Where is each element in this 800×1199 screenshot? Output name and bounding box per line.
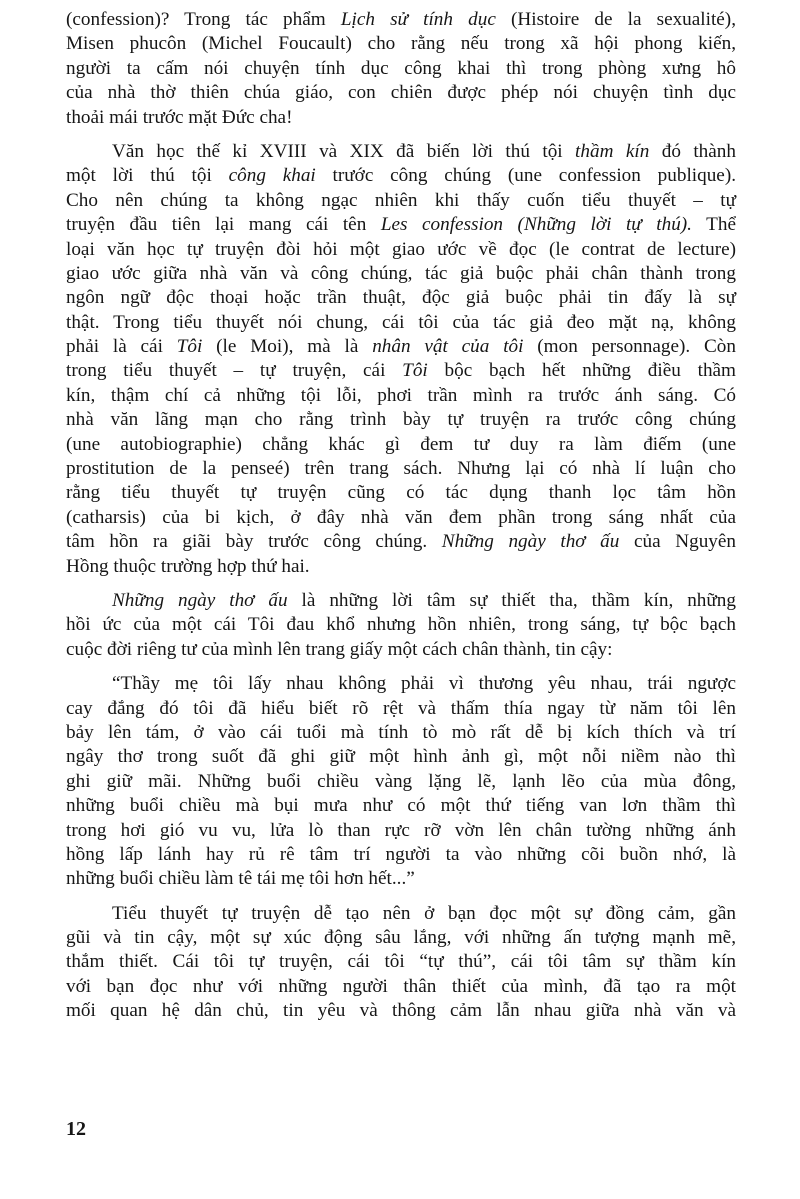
text-line: hồi ức của một cái Tôi đau khổ nhưng hồn nhiên, trong sáng, tự bộc bạch	[66, 614, 736, 636]
text-line: cuộc đời riêng tư của mình lên trang giấy một cách chân thành, tin cậy:	[66, 638, 613, 660]
text-line: thắm thiết. Cái tôi tự truyện, cái tôi “tự thú”, cái tôi tâm sự thầm kín	[66, 951, 736, 973]
text-line: prostitution de la penseé) trên trang sách. Nhưng lại có nhà lí luận cho	[66, 458, 736, 480]
text-line: truyện đầu tiên lại mang cái tên Les confession (Những lời tự thú). Thể	[66, 214, 736, 236]
text-line: (catharsis) của bi kịch, ở đây nhà văn đem phần trong sáng nhất của	[66, 506, 736, 528]
text-line: của nhà thờ thiên chúa giáo, con chiên được phép nói chuyện tình dục	[66, 82, 736, 104]
text-line: giao ước giữa nhà văn và công chúng, tác giả buộc phải chân thành trong	[66, 262, 736, 284]
text-line: cay đắng đó tôi đã hiểu biết rõ rệt và thấm thía ngay từ năm tôi lên	[66, 697, 736, 719]
paragraph-gap	[66, 662, 736, 672]
text-line: thật. Trong tiểu thuyết nói chung, cái tôi của tác giả đeo mặt nạ, không	[66, 311, 736, 333]
body-text	[66, 8, 736, 1024]
paragraph	[66, 589, 736, 662]
text-line: Những ngày thơ ấu là những lời tâm sự thiết tha, thầm kín, những	[112, 589, 736, 611]
text-line: hồng lấp lánh hay rủ rê tâm trí người ta vào những cõi buồn nhớ, là	[66, 843, 736, 865]
text-line: rằng tiểu thuyết tự truyện cũng có tác dụng thanh lọc tâm hồn	[66, 482, 736, 504]
text-line: người ta cấm nói chuyện tính dục công khai thì trong phòng xưng hô	[66, 57, 736, 79]
text-line: trong tiểu thuyết – tự truyện, cái Tôi bộc bạch hết những điều thầm	[66, 360, 736, 382]
paragraph-gap	[66, 579, 736, 589]
page-number: 12	[66, 1118, 86, 1140]
text-line: gũi và tin cậy, một sự xúc động sâu lắng, với những ấn tượng mạnh mẽ,	[66, 927, 736, 949]
text-line: Misen phucôn (Michel Foucault) cho rằng nếu trong xã hội phong kiến,	[66, 33, 736, 55]
text-line: trong hơi gió vu vu, lửa lò than rực rỡ vờn lên chân tường những ánh	[66, 819, 736, 841]
paragraph	[66, 140, 736, 579]
text-line: với bạn đọc như với những người thân thiết của mình, đã tạo ra một	[66, 975, 736, 997]
text-line: thoải mái trước mặt Đức cha!	[66, 106, 293, 128]
paragraph	[66, 8, 736, 130]
text-line: (confession)? Trong tác phẩm Lịch sử tính dục (Histoire de la sexualité),	[66, 9, 736, 30]
text-line: Tiểu thuyết tự truyện dễ tạo nên ở bạn đọc một sự đồng cảm, gần	[112, 902, 736, 924]
text-line: mối quan hệ dân chủ, tin yêu và thông cảm lẫn nhau giữa nhà văn và	[66, 1000, 736, 1022]
paragraph	[66, 902, 736, 1024]
text-line: “Thầy mẹ tôi lấy nhau không phải vì thương yêu nhau, trái ngược	[112, 673, 736, 695]
text-line: ngôn ngữ độc thoại hoặc trần thuật, độc giả buộc phải tin đấy là sự	[66, 287, 736, 309]
text-line: Văn học thế kỉ XVIII và XIX đã biến lời thú tội thầm kín đó thành	[112, 140, 736, 162]
text-line: loại văn học tự truyện đòi hỏi một giao ước về đọc (le contrat de lecture)	[66, 238, 736, 260]
text-line: tâm hồn ra giãi bày trước công chúng. Những ngày thơ ấu của Nguyên	[66, 531, 736, 553]
text-line: những buổi chiều làm tê tái mẹ tôi hơn hết...”	[66, 868, 415, 890]
paragraph	[66, 672, 736, 892]
text-line: kín, thậm chí cả những tội lỗi, phơi trần mình ra trước ánh sáng. Có	[66, 384, 736, 406]
text-line: phải là cái Tôi (le Moi), mà là nhân vật của tôi (mon personnage). Còn	[66, 336, 736, 358]
text-line: bảy lên tám, ở vào cái tuổi mà tính tò mò rất dễ bị kích thích và trí	[66, 721, 736, 743]
text-line: Cho nên chúng ta không ngạc nhiên khi thấy cuốn tiểu thuyết – tự	[66, 189, 736, 211]
text-line: ngây thơ trong suốt đã ghi giữ một hình ảnh gì, một nỗi niềm nào thì	[66, 746, 736, 768]
text-line: nhà văn lãng mạn cho rằng trình bày tự truyện ra trước công chúng	[66, 409, 736, 431]
paragraph-gap	[66, 892, 736, 902]
text-line: (une autobiographie) chẳng khác gì đem tư duy ra làm điếm (une	[66, 433, 736, 455]
paragraph-gap	[66, 130, 736, 140]
text-line: những buổi chiều mà bụi mưa như có một thứ tiếng van lơn thầm thì	[66, 795, 736, 817]
text-line: Hồng thuộc trường hợp thứ hai.	[66, 555, 310, 577]
text-line: ghi giữ mãi. Những buổi chiều vàng lặng lẽ, lạnh lẽo của mùa đông,	[66, 770, 736, 792]
text-line: một lời thú tội công khai trước công chúng (une confession publique).	[66, 165, 736, 187]
